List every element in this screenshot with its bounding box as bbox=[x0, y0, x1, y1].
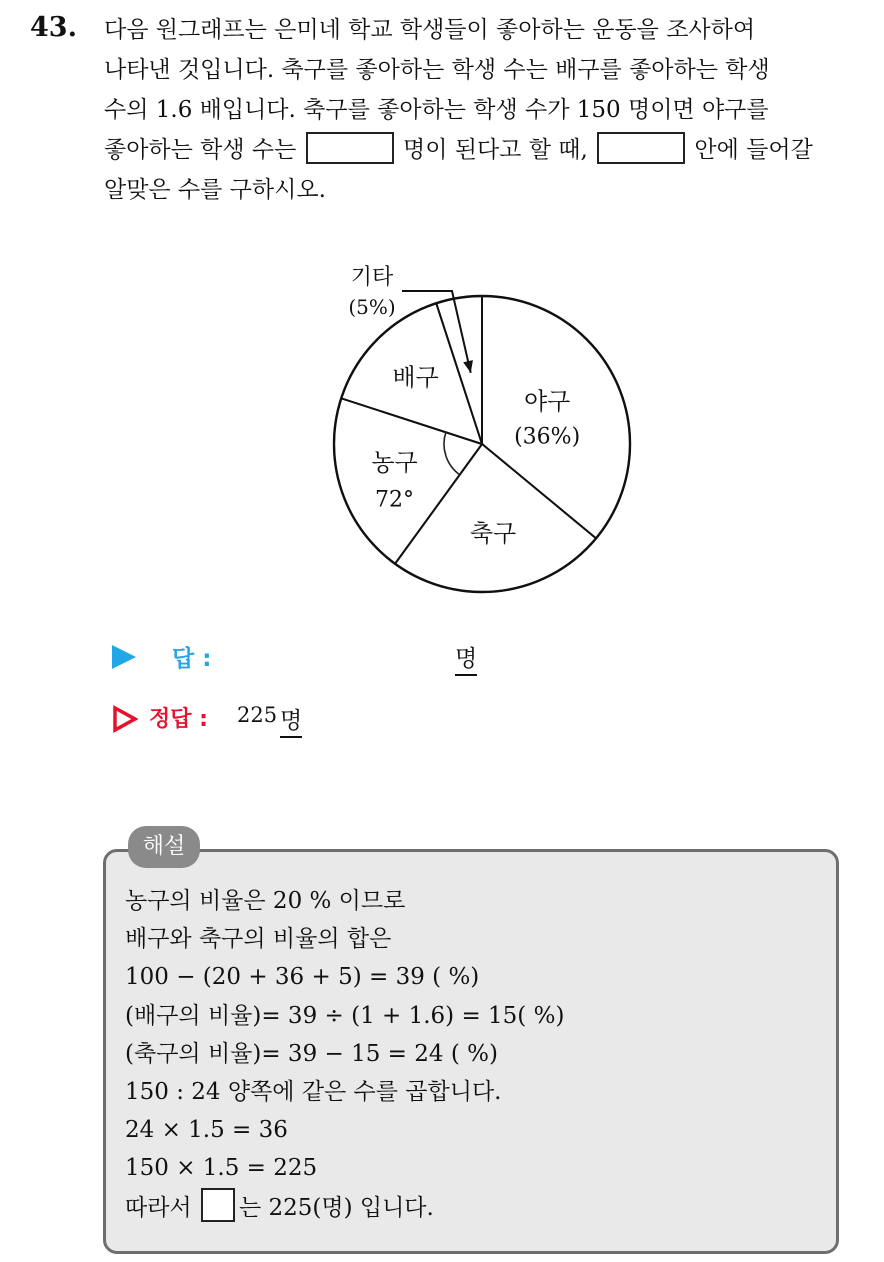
solution-line-7: 24 × 1.5 = 36 bbox=[125, 1117, 288, 1144]
solution-line-9-suffix: 는 225(명) 입니다. bbox=[238, 1194, 434, 1221]
slice-annotation-baseball: (36%) bbox=[514, 424, 581, 450]
correct-triangle-icon bbox=[112, 705, 138, 733]
correct-answer-row bbox=[112, 702, 612, 736]
solution-line-8: 150 × 1.5 = 225 bbox=[125, 1155, 318, 1182]
slice-label-etc: 기타 bbox=[350, 265, 394, 290]
answer-blank-box-2 bbox=[597, 132, 685, 164]
solution-text bbox=[125, 882, 564, 1227]
question-line-3: 수의 1.6 배입니다. 축구를 좋아하는 학생 수가 150 명이면 야구를 bbox=[104, 97, 769, 123]
solution-line-1: 농구의 비율은 20 % 이므로 bbox=[125, 888, 406, 914]
question-line-4-part-a: 좋아하는 학생 수는 bbox=[104, 137, 297, 163]
solution-blank-box bbox=[201, 1188, 235, 1222]
answer-row bbox=[112, 640, 612, 674]
slice-label-basketball: 농구 bbox=[371, 448, 418, 477]
question-line-4-part-c: 안에 들어갈 bbox=[694, 137, 813, 163]
question-line-1: 다음 원그래프는 은미네 학교 학생들이 좋아하는 운동을 조사하여 bbox=[104, 17, 756, 43]
slice-label-baseball: 야구 bbox=[523, 387, 571, 416]
pie-slices bbox=[334, 296, 630, 592]
question-line-4 bbox=[104, 130, 864, 170]
correct-answer-label: 정답 : bbox=[149, 707, 208, 732]
solution-line-5: (축구의 비율)= 39 − 15 = 24 ( %) bbox=[125, 1040, 498, 1067]
answer-label: 답 : bbox=[172, 646, 212, 672]
solution-line-9-prefix: 따라서 bbox=[125, 1194, 192, 1221]
solution-line-3: 100 − (20 + 36 + 5) = 39 ( %) bbox=[125, 964, 480, 991]
question-line-2: 나타낸 것입니다. 축구를 좋아하는 학생 수는 배구를 좋아하는 학생 bbox=[104, 57, 770, 83]
slice-annotation-basketball: 72° bbox=[375, 487, 415, 513]
solution-tag: 해설 bbox=[128, 826, 200, 868]
answer-triangle-icon bbox=[112, 645, 136, 669]
question-line-5: 알맞은 수를 구하시오. bbox=[104, 177, 326, 203]
solution-line-2: 배구와 축구의 비율의 합은 bbox=[125, 926, 392, 953]
correct-answer-unit: 명 bbox=[280, 702, 302, 738]
question-number: 43. bbox=[30, 12, 77, 43]
correct-answer-value: 225 bbox=[237, 703, 278, 727]
pie-chart-svg bbox=[320, 258, 620, 598]
answer-blank-box bbox=[306, 132, 394, 164]
slice-label-volleyball: 배구 bbox=[392, 363, 439, 392]
answer-unit: 명 bbox=[455, 640, 477, 676]
slice-label-soccer: 축구 bbox=[469, 519, 517, 548]
pie-chart bbox=[320, 258, 620, 598]
slice-annotation-etc: (5%) bbox=[348, 295, 396, 319]
question-text bbox=[104, 10, 864, 210]
solution-line-9 bbox=[125, 1188, 564, 1227]
solution-line-6: 150 : 24 양쪽에 같은 수를 곱합니다. bbox=[125, 1079, 502, 1106]
question-line-4-part-b: 명이 된다고 할 때, bbox=[403, 137, 588, 163]
solution-line-4: (배구의 비율)= 39 ÷ (1 + 1.6) = 15( %) bbox=[125, 1002, 565, 1029]
